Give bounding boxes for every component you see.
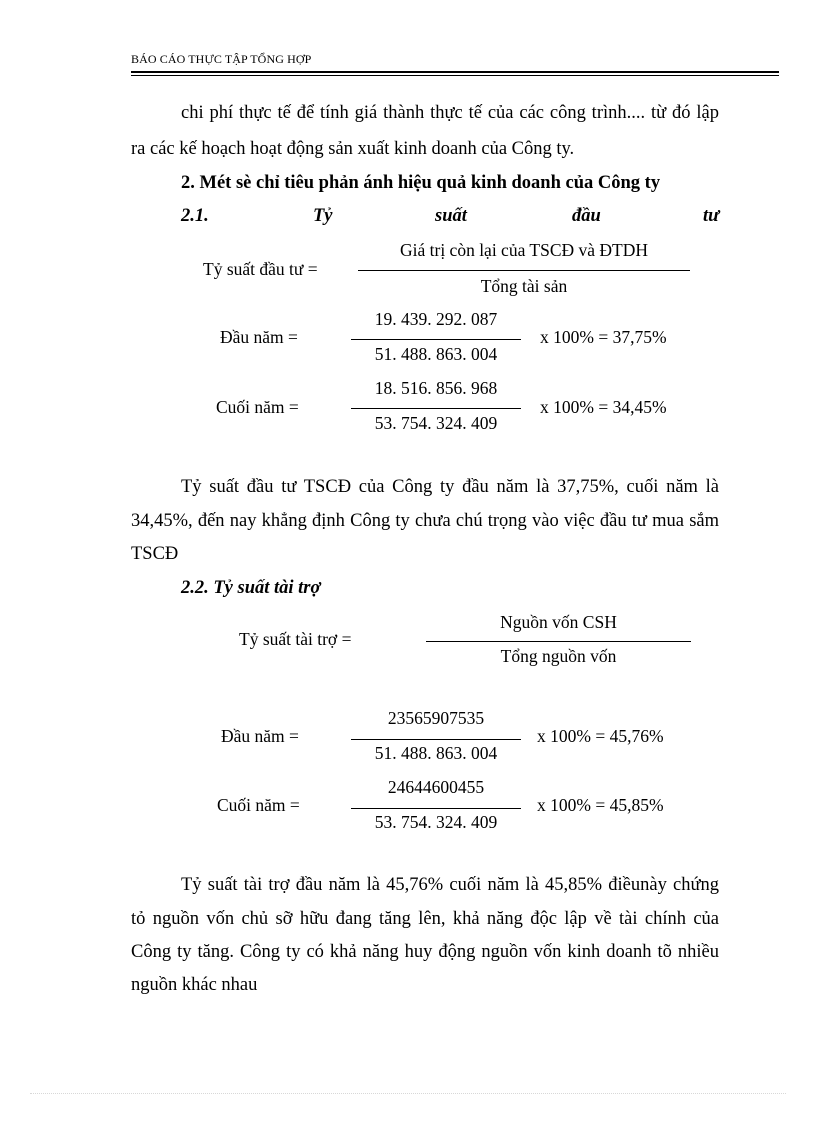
s21-start-result: x 100% = 37,75% [540, 327, 667, 347]
s22-formula-fraction-bar [426, 641, 691, 642]
s21-heading-word-1: Tỷ [313, 206, 333, 226]
s22-end-label: Cuối năm = [217, 795, 300, 815]
s22-end-numerator: 24644600455 [387, 777, 485, 797]
s21-start-denominator: 51. 488. 863. 004 [374, 344, 498, 364]
s21-heading-word-2: suất [435, 206, 467, 226]
intro-line-2: ra các kế hoạch hoạt động sản xuất kinh doanh của Công ty. [131, 139, 575, 159]
s21-formula-label: Tỷ suất đầu tư = [203, 259, 318, 279]
s22-conclusion-line-4: nguồn khác nhau [131, 975, 258, 995]
footer-dotted-rule [30, 1093, 786, 1094]
s21-heading-word-3: đầu [572, 206, 601, 226]
s21-end-fraction-bar [351, 408, 521, 409]
s22-formula-label: Tỷ suất tài trợ = [239, 629, 352, 649]
s21-start-label: Đầu năm = [220, 327, 298, 347]
s21-end-label: Cuối năm = [216, 397, 299, 417]
s21-start-fraction-bar [351, 339, 521, 340]
s21-conclusion-line-2: 34,45%, đến nay khẳng định Công ty chưa chú trọng vào việc đầu tư mua sắm [131, 511, 719, 531]
s21-heading-num: 2.1. [181, 206, 209, 226]
header-rule-thick [131, 71, 779, 73]
s22-formula-denominator: Tổng nguồn vốn [500, 646, 617, 666]
s22-heading: 2.2. Tỷ suất tài trợ [181, 578, 321, 598]
s21-formula-numerator: Giá trị còn lại của TSCĐ và ĐTDH [399, 240, 649, 260]
s22-start-result: x 100% = 45,76% [537, 726, 664, 746]
s22-start-label: Đầu năm = [221, 726, 299, 746]
s21-conclusion-line-3: TSCĐ [131, 544, 179, 564]
s21-formula-fraction-bar [358, 270, 690, 271]
running-header: BÁO CÁO THỰC TẬP TỔNG HỢP [131, 52, 312, 66]
s22-end-fraction-bar [351, 808, 521, 809]
s22-end-denominator: 53. 754. 324. 409 [374, 812, 498, 832]
header-rule-thin [131, 75, 779, 76]
section-2-heading: 2. Mét sè chỉ tiêu phản ánh hiệu quả kinh doanh của Công ty [181, 173, 661, 193]
s22-formula-numerator: Nguồn vốn CSH [500, 612, 617, 632]
s22-start-fraction-bar [351, 739, 521, 740]
intro-line-1: chi phí thực tế để tính giá thành thực tế của các công trình.... từ đó lập [181, 103, 719, 123]
s22-start-denominator: 51. 488. 863. 004 [374, 743, 498, 763]
s22-end-result: x 100% = 45,85% [537, 795, 664, 815]
s22-start-numerator: 23565907535 [387, 708, 485, 728]
s21-end-numerator: 18. 516. 856. 968 [374, 378, 498, 398]
s21-conclusion-line-1: Tỷ suất đầu tư TSCĐ của Công ty đầu năm là 37,75%, cuối năm là [181, 477, 719, 497]
s21-end-denominator: 53. 754. 324. 409 [374, 413, 498, 433]
s22-conclusion-line-3: Công ty tăng. Công ty có khả năng huy động nguồn vốn kinh doanh tõ nhiều [131, 942, 719, 962]
s22-conclusion-line-2: tỏ nguồn vốn chủ sỡ hữu đang tăng lên, khả năng độc lập về tài chính của [131, 909, 719, 929]
s21-end-result: x 100% = 34,45% [540, 397, 667, 417]
s21-start-numerator: 19. 439. 292. 087 [374, 309, 498, 329]
s21-heading-word-4: tư [703, 206, 720, 226]
s21-formula-denominator: Tổng tài sản [480, 276, 568, 296]
s22-conclusion-line-1: Tỷ suất tài trợ đầu năm là 45,76% cuối năm là 45,85% điềunày chứng [181, 875, 719, 895]
